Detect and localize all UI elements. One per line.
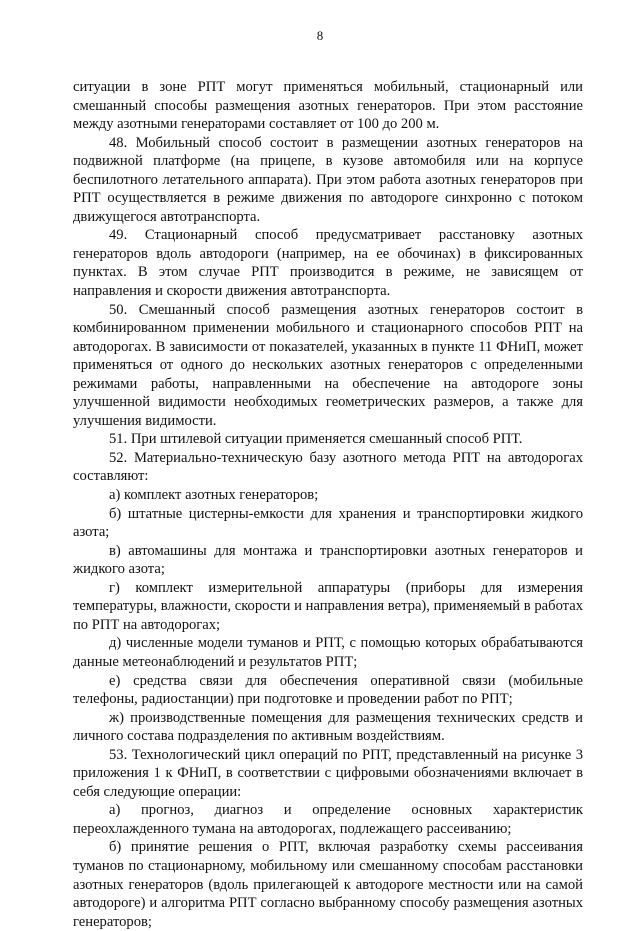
list-item-a: а) комплект азотных генераторов; bbox=[109, 487, 319, 504]
list-item-g: г) комплект измерительной аппаратуры (приборы для измерения температуры, влажности, скорости и направления ветра), применяемый в работах по РПТ на автодорогах; bbox=[73, 579, 583, 633]
list-item-b-53: б) принятие решения о РПТ, включая разработку схемы рассеивания туманов по стационарному, мобильному или смешанному способам расстановки азотных генераторов (вдоль прилегающей к автодороге местности или на самой автодороге) и алгоритма РПТ согласно выбранному способу размещения азотных генераторов; bbox=[73, 839, 583, 930]
paragraph-52: 52. Материально-техническую базу азотного метода РПТ на автодорогах составляют: bbox=[73, 449, 583, 485]
paragraph-53: 53. Технологический цикл операций по РПТ, представленный на рисунке 3 приложения 1 к ФНиП, в соответствии с цифровыми обозначениями включает в себя следующие операции: bbox=[73, 746, 583, 800]
document-body bbox=[73, 78, 583, 931]
list-item-zh: ж) производственные помещения для размещения технических средств и личного состава подразделения по активным воздействиям. bbox=[73, 709, 583, 745]
paragraph-50: 50. Смешанный способ размещения азотных генераторов состоит в комбинированном применении мобильного и стационарного способов РПТ на автодорогах. В зависимости от показателей, указанных в пункте 11 ФНиП, может применяться от одного до нескольких азотных генераторов с определенными режимами работы, направленными на обеспечение на автодороге зоны улучшенной видимости необходимых геометрических размеров, а также для улучшения видимости. bbox=[73, 301, 583, 429]
page-number: 8 bbox=[316, 28, 324, 43]
paragraph-continuation: ситуации в зоне РПТ могут применяться мобильный, стационарный или смешанный способы размещения азотных генераторов. При этом расстояние между азотными генераторами составляет от 100 до 200 м. bbox=[73, 79, 583, 133]
list-item-v: в) автомашины для монтажа и транспортировки азотных генераторов и жидкого азота; bbox=[73, 542, 583, 578]
list-item-a-53: а) прогноз, диагноз и определение основных характеристик переохлажденного тумана на автодорогах, подлежащего рассеиванию; bbox=[73, 802, 583, 837]
list-item-e: е) средства связи для обеспечения оперативной связи (мобильные телефоны, радиостанции) при подготовке и проведении работ по РПТ; bbox=[73, 672, 583, 708]
paragraph-49: 49. Стационарный способ предусматривает расстановку азотных генераторов вдоль автодороги (например, на ее обочинах) в фиксированных пунктах. В этом случае РПТ производится в режиме, не зависящем от направления и скорости движения автотранспорта. bbox=[73, 227, 583, 300]
paragraph-51: 51. При штилевой ситуации применяется смешанный способ РПТ. bbox=[109, 431, 523, 448]
paragraph-48: 48. Мобильный способ состоит в размещении азотных генераторов на подвижной платформе (на прицепе, в кузове автомобиля или на корпусе беспилотного летательного аппарата). При этом работа азотных генераторов при РПТ осуществляется в режиме движения по автодороге синхронно с потоком движущегося автотранспорта. bbox=[73, 134, 583, 225]
list-item-d: д) численные модели туманов и РПТ, с помощью которых обрабатываются данные метеонаблюдений и результатов РПТ; bbox=[73, 635, 583, 670]
list-item-b: б) штатные цистерны-емкости для хранения и транспортировки жидкого азота; bbox=[73, 505, 583, 541]
